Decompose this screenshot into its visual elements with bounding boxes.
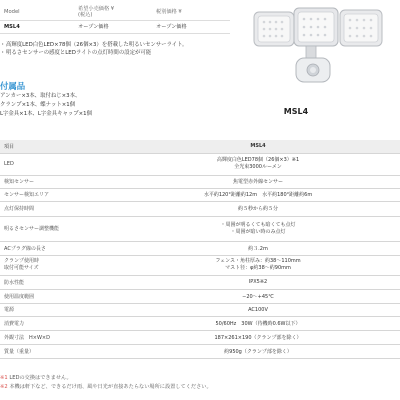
spec-label — [0, 255, 116, 275]
spec-row — [0, 241, 400, 255]
spec-row — [0, 188, 400, 201]
description-text: 高輝度LED白色LED×78個（26個×3）を搭載した明るいセンサーライト。 — [6, 42, 188, 48]
description-text: 明るさセンサーの感度とLEDライトの点灯時間の設定が可能 — [6, 49, 152, 56]
spec-row — [0, 201, 400, 216]
spec-value: 187×261×190（クランプ部を除く） — [116, 330, 400, 344]
spec-value-line: フェンス・角柱厚み：約38〜110mm — [215, 258, 301, 264]
spec-label: 明るさセンサー調整機能 — [0, 216, 116, 241]
spec-row — [0, 303, 400, 316]
footnotes — [0, 374, 400, 392]
spec-value: 約950g（クランプ部を除く） — [116, 344, 400, 358]
spec-table — [0, 140, 400, 359]
footnote — [0, 383, 400, 392]
spec-value: IPX5※2 — [116, 275, 400, 289]
spec-header-model: MSL4 — [116, 140, 400, 153]
footnote-text: LEDの交換はできません。 — [9, 375, 72, 381]
spec-header-row — [0, 140, 400, 153]
model-header: Model — [0, 4, 74, 20]
spec-label: LED — [0, 153, 116, 175]
product-model-label: MSL4 — [283, 107, 309, 116]
footnote-text: 本機は軒下など、できるだけ雨、風や日光が直接あたらない場所に設置してください。 — [9, 384, 212, 390]
footnote-mark: ※1 — [0, 375, 8, 381]
spec-value: −20〜+45℃ — [116, 289, 400, 303]
footnote — [0, 374, 400, 383]
footnote-mark: ※2 — [0, 384, 8, 390]
price-incl-header-line1: 希望小売価格 ¥ — [78, 5, 115, 12]
spec-value — [116, 216, 400, 241]
bullet: ・ — [0, 49, 6, 56]
sensor-light-illustration — [246, 0, 400, 92]
spec-row — [0, 344, 400, 358]
spec-value — [116, 255, 400, 275]
accessory-item: アンカー×3本、取付ねじ×3本、 — [0, 93, 81, 99]
spec-label: 検知センサー — [0, 175, 116, 188]
right-lamp-head — [340, 10, 382, 46]
accessory-item: クランプ×1本、蝶ナット×1個 — [0, 102, 76, 108]
spec-row — [0, 255, 400, 275]
price-incl-header — [74, 4, 152, 20]
spec-row — [0, 316, 400, 330]
spec-label: 質量（重量） — [0, 344, 116, 358]
price-table-row — [0, 20, 230, 33]
price-table — [0, 4, 230, 34]
spec-label-line: クランプ使用時 — [4, 258, 40, 264]
accessories-heading: 付属品 — [0, 81, 26, 91]
spec-row — [0, 216, 400, 241]
spec-value: 約３.2m — [116, 241, 400, 255]
price-table-header — [0, 4, 230, 20]
spec-value: 50/60Hz 30W（待機時0.6W以下） — [116, 316, 400, 330]
spec-value: 焦電型赤外線センサー — [116, 175, 400, 188]
spec-label-line: 取付可能サイズ — [4, 265, 39, 271]
spec-header-label: 項目 — [0, 140, 116, 153]
spec-value-line: 全光束3000ルーメン — [234, 164, 282, 170]
model-cell: MSL4 — [0, 20, 74, 33]
spec-row — [0, 175, 400, 188]
spec-value: 約５秒から約５分 — [116, 201, 400, 216]
spec-value-line: 高輝度白色LED78個（26個×3）※1 — [216, 157, 300, 163]
spec-row — [0, 153, 400, 175]
center-lamp-head — [294, 8, 338, 46]
price-incl-cell: オープン価格 — [74, 20, 152, 33]
accessories-list — [0, 92, 240, 119]
spec-label: 消費電力 — [0, 316, 116, 330]
price-incl-header-line2: (税込) — [78, 11, 93, 18]
spec-value — [116, 153, 400, 175]
spec-label: 外観寸法 H×W×D — [0, 330, 116, 344]
product-image — [246, 0, 400, 92]
spec-label: 防水性能 — [0, 275, 116, 289]
spec-value: 水平約120°距離約12m 水平約180°距離約6m — [116, 188, 400, 201]
spec-label: 電源 — [0, 303, 116, 316]
spec-value-line: マスト径：φ約38〜約90mm — [225, 265, 291, 271]
bullet: ・ — [0, 42, 6, 48]
spec-row — [0, 330, 400, 344]
spec-label: 使用温度範囲 — [0, 289, 116, 303]
description-item — [0, 50, 236, 58]
spec-value-line: ・周囲が暗い時のみ点灯 — [230, 228, 286, 235]
product-description — [0, 42, 236, 57]
price-excl-cell: オープン価格 — [152, 20, 230, 33]
description-item — [0, 42, 236, 50]
spec-label: センサー検知エリア — [0, 188, 116, 201]
spec-label: 点灯保持時間 — [0, 201, 116, 216]
accessory-item: L字金具×1本、L字金具キャップ×1個 — [0, 111, 92, 117]
price-excl-header: 税別価格 ¥ — [152, 4, 230, 20]
left-lamp-head — [254, 12, 294, 46]
spec-row — [0, 289, 400, 303]
spec-value-line: ・周囲が明るくても暗くても点灯 — [220, 221, 296, 228]
spec-value: AC100V — [116, 303, 400, 316]
spec-label: ACプラグ線の長さ — [0, 241, 116, 255]
spec-row — [0, 275, 400, 289]
